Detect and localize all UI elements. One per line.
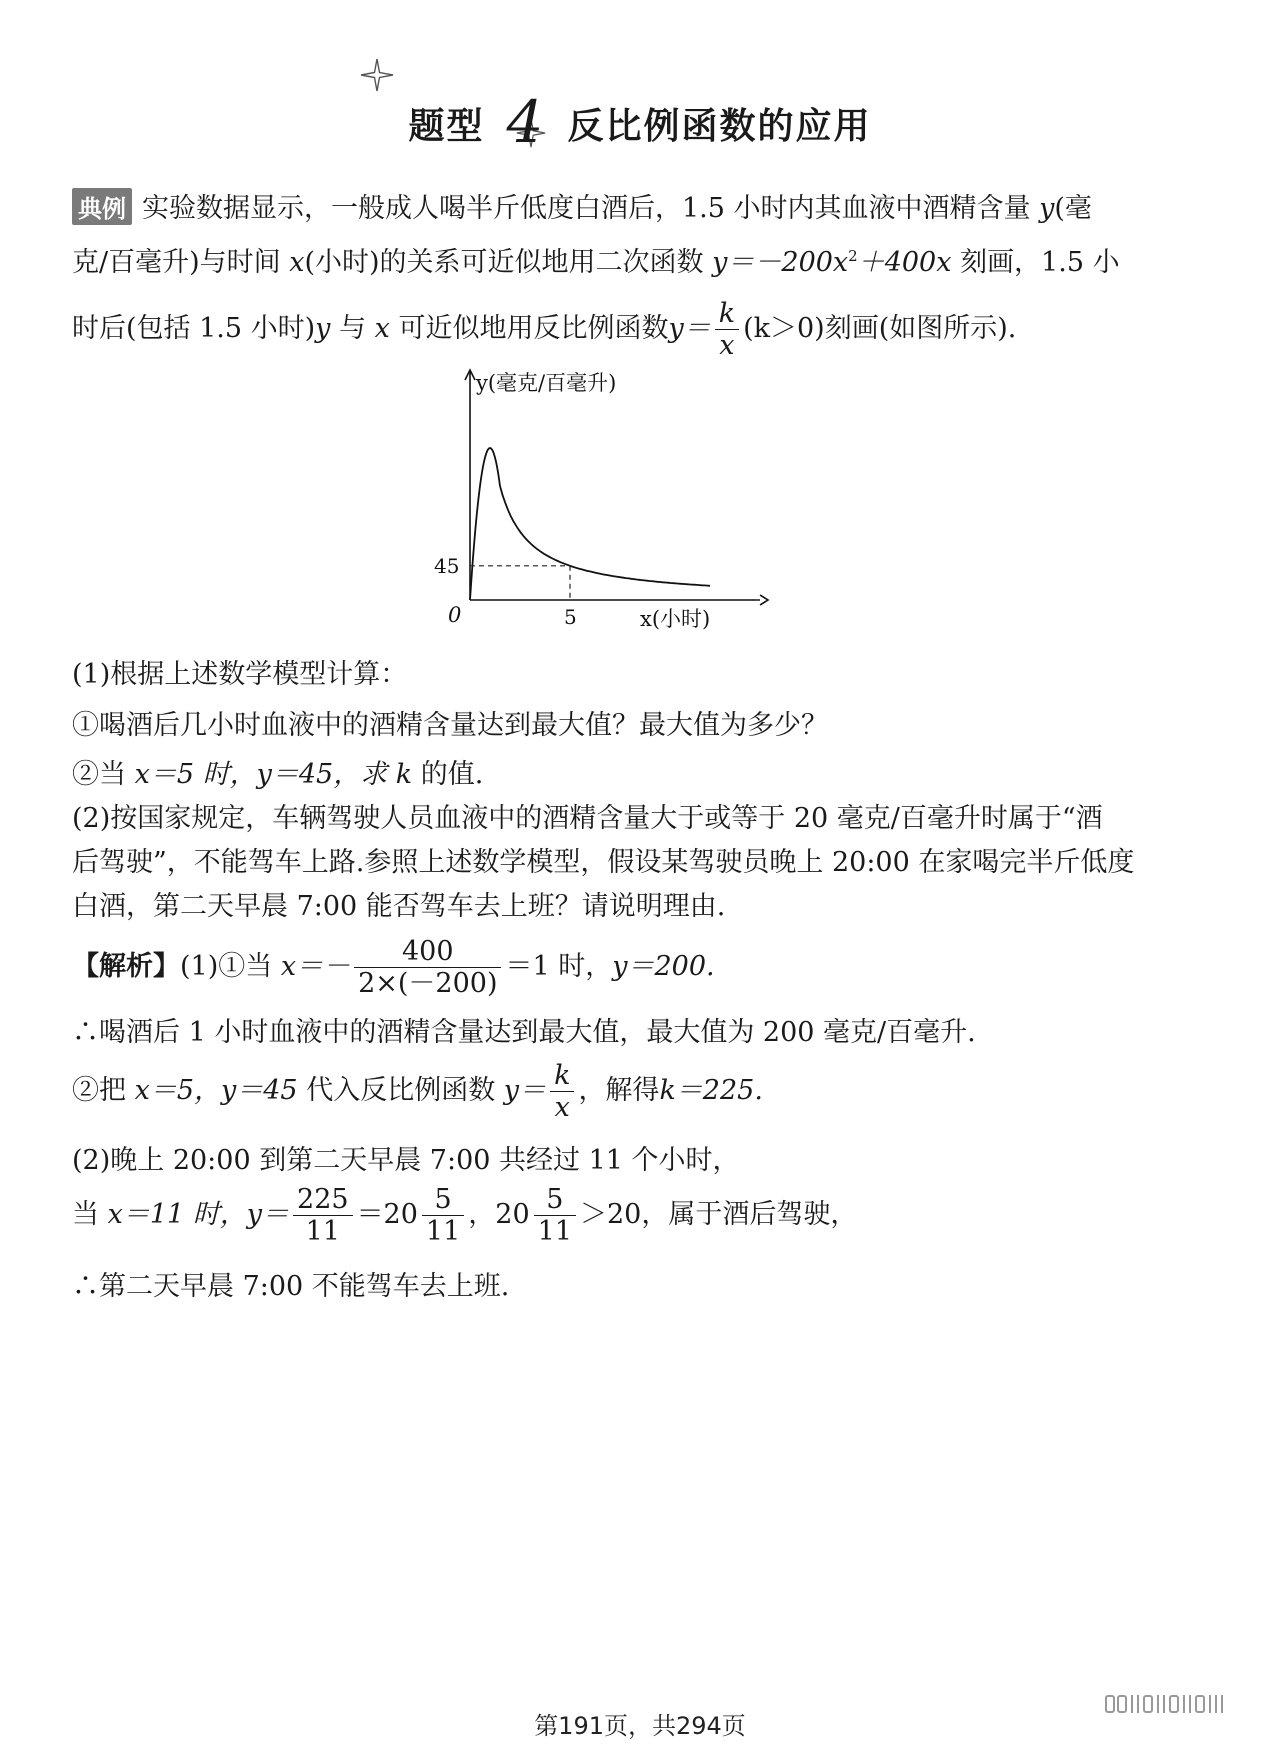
text: (毫 — [1054, 193, 1092, 224]
y-axis-label: y(毫克/百毫升) — [476, 371, 617, 395]
text: ＝20 — [356, 1199, 418, 1231]
formula: y＝－200x — [712, 247, 849, 278]
fraction-denominator: 2×(－200) — [358, 968, 498, 1000]
text: ，20 — [468, 1199, 530, 1231]
problem-line-3 — [72, 298, 1232, 361]
x-tick-label: 5 — [564, 605, 577, 629]
fraction-numerator: k — [550, 1060, 574, 1092]
title-text: 反比例函数的应用 — [567, 106, 872, 147]
formula: y＝ — [668, 313, 711, 345]
var-x: x — [374, 313, 390, 345]
question-2-line-2: 后驾驶”，不能驾车上路.参照上述数学模型，假设某驾驶员晚上 20:00 在家喝完半斤低度 — [72, 847, 1135, 878]
origin-label: 0 — [448, 603, 462, 627]
question-1-2 — [72, 752, 1232, 791]
text: ＝1 时， — [505, 951, 613, 983]
formula: x＝5，y＝45 — [134, 1075, 298, 1107]
solution-line-3 — [72, 1060, 1232, 1123]
text: 时后(包括 1.5 小时) — [72, 313, 316, 345]
page-indicator: 第191页，共294页 — [534, 1712, 746, 1740]
text: 的值. — [420, 759, 484, 790]
fraction-denominator: x — [719, 330, 735, 362]
title-prefix: 题型 — [408, 106, 485, 147]
solution-line-1 — [72, 936, 1232, 999]
fraction — [715, 298, 739, 361]
text: 克/百毫升)与时间 — [72, 247, 281, 278]
fraction-denominator: x — [554, 1092, 570, 1124]
fraction-numerator: 225 — [293, 1184, 353, 1216]
problem-line-1 — [72, 186, 1232, 225]
example-badge: 典例 — [72, 188, 132, 225]
question-1: (1)根据上述数学模型计算： — [72, 659, 408, 690]
var-y: y — [1039, 193, 1055, 224]
fraction-denominator: 11 — [305, 1216, 340, 1248]
fraction — [534, 1184, 576, 1247]
text: 可近似地用反比例函数 — [398, 313, 669, 345]
x-axis-arrow — [760, 595, 768, 605]
concentration-chart — [430, 360, 810, 640]
series-inverse — [500, 486, 710, 586]
series-quadratic — [470, 448, 500, 600]
text: ②当 — [72, 759, 126, 790]
var-k: k — [395, 759, 413, 790]
text: (1)①当 — [180, 951, 273, 983]
formula: ＋400x — [857, 247, 952, 278]
text: 实验数据显示，一般成人喝半斤低度白酒后，1.5 小时内其血液中酒精含量 — [142, 193, 1031, 224]
fraction — [422, 1184, 464, 1247]
formula: k＝225. — [659, 1075, 763, 1107]
title-number: 4 — [506, 88, 546, 156]
solution-label: 【解析】 — [72, 951, 180, 983]
formula: x＝11 时，y＝ — [107, 1199, 290, 1231]
fraction-numerator: 5 — [534, 1184, 576, 1216]
text: 刻画，1.5 小 — [960, 247, 1120, 278]
text: 当 — [72, 1199, 99, 1231]
problem-line-2 — [72, 240, 1232, 279]
text: 代入反比例函数 — [306, 1075, 496, 1107]
solution-line-4: (2)晚上 20:00 到第二天早晨 7:00 共经过 11 个小时， — [72, 1145, 740, 1176]
text: (k＞0)刻画(如图所示). — [743, 313, 1017, 345]
barcode-icon — [1104, 1693, 1234, 1715]
solution-line-5 — [72, 1184, 1232, 1247]
superscript: 2 — [848, 247, 858, 265]
text: 与 — [339, 313, 367, 345]
var-y: y — [315, 313, 331, 345]
text: (小时)的关系可近似地用二次函数 — [304, 247, 704, 278]
fraction-numerator: k — [715, 298, 739, 330]
formula: x＝5 时，y＝45，求 — [134, 759, 388, 790]
question-2-line-1: (2)按国家规定，车辆驾驶人员血液中的酒精含量大于或等于 20 毫克/百毫升时属于“酒 — [72, 803, 1103, 834]
fraction — [293, 1184, 353, 1247]
fraction-numerator: 400 — [354, 936, 501, 968]
question-2-line-3: 白酒，第二天早晨 7:00 能否驾车去上班？请说明理由. — [72, 891, 726, 922]
fraction-numerator: 5 — [422, 1184, 464, 1216]
var-x: x — [289, 247, 305, 278]
question-1-1: ①喝酒后几小时血液中的酒精含量达到最大值？最大值为多少？ — [72, 710, 828, 741]
formula: y＝200. — [612, 951, 715, 983]
x-axis-label: x(小时) — [640, 607, 711, 631]
fraction-denominator: 11 — [537, 1216, 572, 1248]
formula: y＝ — [503, 1075, 547, 1107]
fraction — [354, 936, 501, 999]
page-title — [0, 84, 1280, 156]
solution-line-6: ∴第二天早晨 7:00 不能驾车去上班. — [72, 1271, 510, 1302]
solution-line-2: ∴喝酒后 1 小时血液中的酒精含量达到最大值，最大值为 200 毫克/百毫升. — [72, 1017, 976, 1048]
fraction — [550, 1060, 574, 1123]
fraction-denominator: 11 — [425, 1216, 461, 1248]
text: ＞20，属于酒后驾驶， — [580, 1199, 858, 1231]
text: ，解得 — [578, 1075, 660, 1107]
formula: x＝－ — [280, 951, 351, 983]
text: ②把 — [72, 1075, 126, 1107]
y-tick-label: 45 — [434, 553, 460, 578]
